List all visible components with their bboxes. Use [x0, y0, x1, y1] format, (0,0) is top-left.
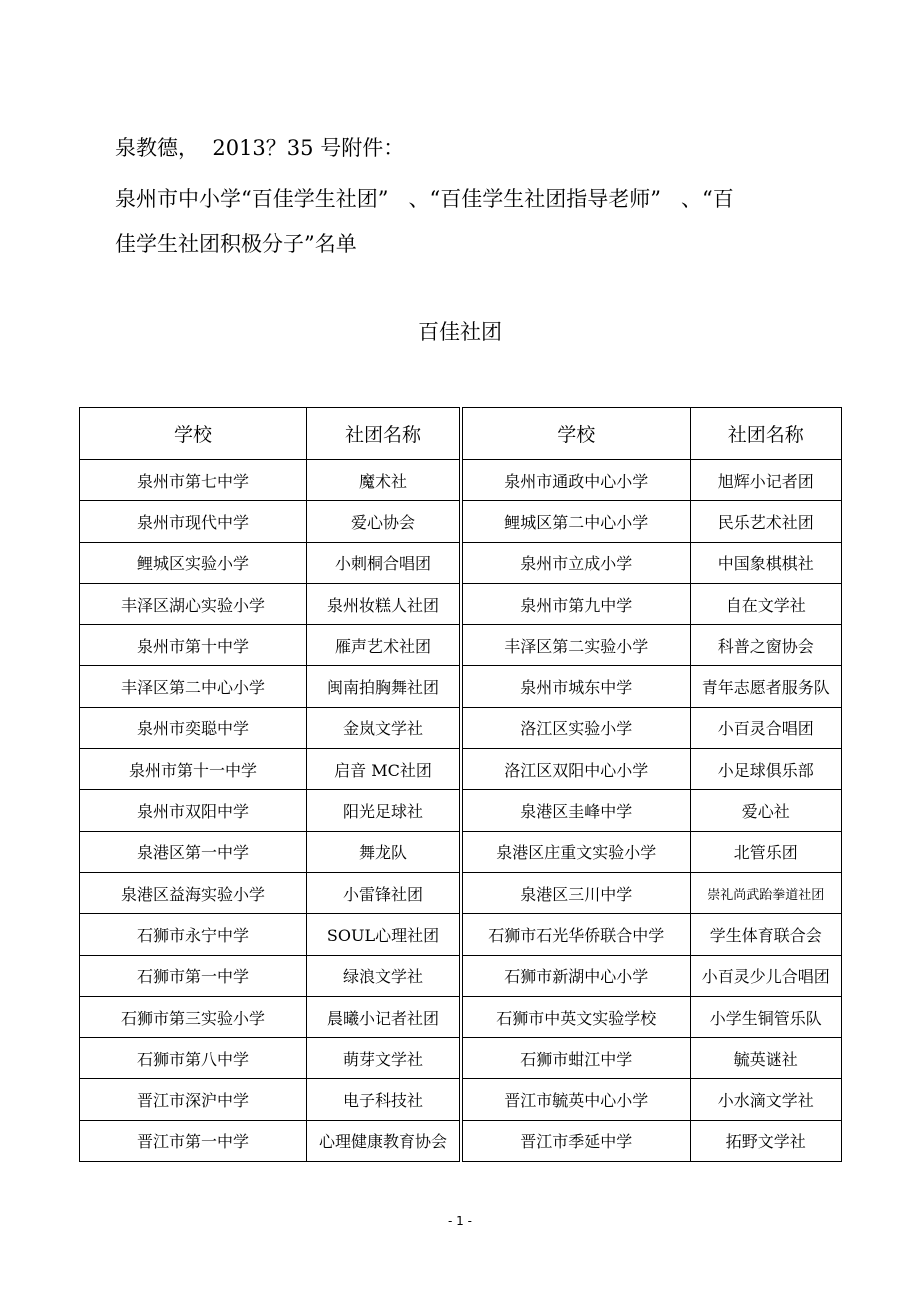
cell-school-left: 泉港区第一中学 — [80, 831, 307, 872]
cell-club-left: 萌芽文学社 — [307, 1038, 461, 1079]
header-school-right: 学校 — [461, 408, 690, 460]
document-title-line-1: 泉州市中小学“百佳学生社团” 、“百佳学生社团指导老师” 、“百 — [115, 187, 734, 211]
page-number: - 1 - — [448, 1214, 472, 1228]
cell-school-right: 鲤城区第二中心小学 — [461, 501, 690, 542]
cell-club-right: 旭辉小记者团 — [690, 460, 841, 501]
document-reference: 泉教德， 2013？35 号附件： — [115, 136, 405, 160]
cell-club-left: SOUL心理社团 — [307, 914, 461, 955]
cell-club-left: 舞龙队 — [307, 831, 461, 872]
section-title: 百佳社团 — [418, 320, 502, 344]
table-row — [80, 790, 842, 831]
cell-club-left: 启音 MC社团 — [307, 749, 461, 790]
cell-club-left: 晨曦小记者社团 — [307, 996, 461, 1037]
cell-school-left: 泉州市奕聪中学 — [80, 707, 307, 748]
cell-school-left: 晋江市第一中学 — [80, 1120, 307, 1161]
cell-school-right: 泉港区庄重文实验小学 — [461, 831, 690, 872]
cell-club-right: 小学生铜管乐队 — [690, 996, 841, 1037]
table-row — [80, 872, 842, 913]
cell-school-right: 石狮市中英文实验学校 — [461, 996, 690, 1037]
cell-school-left: 泉州市第七中学 — [80, 460, 307, 501]
table-row — [80, 996, 842, 1037]
table-row — [80, 707, 842, 748]
table-row — [80, 460, 842, 501]
cell-school-left: 丰泽区第二中心小学 — [80, 666, 307, 707]
table-row — [80, 542, 842, 583]
cell-club-right: 小水滴文学社 — [690, 1079, 841, 1120]
table-row — [80, 625, 842, 666]
cell-club-left: 阳光足球社 — [307, 790, 461, 831]
cell-school-left: 泉州市第十中学 — [80, 625, 307, 666]
cell-school-right: 泉州市通政中心小学 — [461, 460, 690, 501]
cell-club-left: 雁声艺术社团 — [307, 625, 461, 666]
cell-club-left: 金岚文学社 — [307, 707, 461, 748]
cell-school-left: 泉州市第十一中学 — [80, 749, 307, 790]
table-row — [80, 831, 842, 872]
cell-club-left: 绿浪文学社 — [307, 955, 461, 996]
header-club-right: 社团名称 — [690, 408, 841, 460]
cell-school-right: 泉州市城东中学 — [461, 666, 690, 707]
cell-club-right: 小百灵少儿合唱团 — [690, 955, 841, 996]
cell-school-left: 晋江市深沪中学 — [80, 1079, 307, 1120]
table-header-row — [80, 408, 842, 460]
cell-school-left: 丰泽区湖心实验小学 — [80, 583, 307, 624]
header-club-left: 社团名称 — [307, 408, 461, 460]
cell-club-right: 自在文学社 — [690, 583, 841, 624]
cell-school-right: 泉港区圭峰中学 — [461, 790, 690, 831]
cell-club-left: 小雷锋社团 — [307, 872, 461, 913]
cell-club-right: 爱心社 — [690, 790, 841, 831]
table-row — [80, 583, 842, 624]
cell-school-right: 石狮市石光华侨联合中学 — [461, 914, 690, 955]
cell-school-left: 鲤城区实验小学 — [80, 542, 307, 583]
cell-school-right: 石狮市蚶江中学 — [461, 1038, 690, 1079]
cell-school-left: 石狮市永宁中学 — [80, 914, 307, 955]
document-title-line-2: 佳学生社团积极分子”名单 — [115, 232, 357, 256]
cell-school-right: 晋江市季延中学 — [461, 1120, 690, 1161]
table-row — [80, 666, 842, 707]
cell-club-right: 学生体育联合会 — [690, 914, 841, 955]
cell-club-left: 心理健康教育协会 — [307, 1120, 461, 1161]
cell-school-left: 石狮市第一中学 — [80, 955, 307, 996]
cell-club-left: 魔术社 — [307, 460, 461, 501]
cell-school-left: 泉港区益海实验小学 — [80, 872, 307, 913]
cell-school-left: 石狮市第三实验小学 — [80, 996, 307, 1037]
cell-school-right: 晋江市毓英中心小学 — [461, 1079, 690, 1120]
cell-club-right: 毓英谜社 — [690, 1038, 841, 1079]
cell-club-right: 拓野文学社 — [690, 1120, 841, 1161]
cell-school-right: 石狮市新湖中心小学 — [461, 955, 690, 996]
table-body — [80, 460, 842, 1162]
cell-school-left: 石狮市第八中学 — [80, 1038, 307, 1079]
cell-club-left: 闽南拍胸舞社团 — [307, 666, 461, 707]
cell-school-right: 洛江区双阳中心小学 — [461, 749, 690, 790]
table-row — [80, 1120, 842, 1161]
cell-club-left: 电子科技社 — [307, 1079, 461, 1120]
cell-school-left: 泉州市双阳中学 — [80, 790, 307, 831]
table-row — [80, 1038, 842, 1079]
club-list-table — [79, 407, 842, 1162]
cell-club-right: 民乐艺术社团 — [690, 501, 841, 542]
cell-club-right: 青年志愿者服务队 — [690, 666, 841, 707]
cell-school-left: 泉州市现代中学 — [80, 501, 307, 542]
cell-school-right: 泉州市第九中学 — [461, 583, 690, 624]
cell-club-right: 崇礼尚武跆拳道社团 — [690, 872, 841, 913]
cell-club-left: 爱心协会 — [307, 501, 461, 542]
cell-club-right: 小百灵合唱团 — [690, 707, 841, 748]
table-row — [80, 501, 842, 542]
cell-school-right: 丰泽区第二实验小学 — [461, 625, 690, 666]
cell-club-right: 科普之窗协会 — [690, 625, 841, 666]
table-row — [80, 1079, 842, 1120]
cell-school-right: 泉州市立成小学 — [461, 542, 690, 583]
cell-club-left: 泉州妆糕人社团 — [307, 583, 461, 624]
cell-club-left: 小刺桐合唱团 — [307, 542, 461, 583]
header-school-left: 学校 — [80, 408, 307, 460]
table-row — [80, 955, 842, 996]
cell-club-right: 北管乐团 — [690, 831, 841, 872]
cell-club-right: 中国象棋棋社 — [690, 542, 841, 583]
cell-school-right: 泉港区三川中学 — [461, 872, 690, 913]
cell-club-right: 小足球俱乐部 — [690, 749, 841, 790]
table-row — [80, 914, 842, 955]
cell-school-right: 洛江区实验小学 — [461, 707, 690, 748]
table-row — [80, 749, 842, 790]
